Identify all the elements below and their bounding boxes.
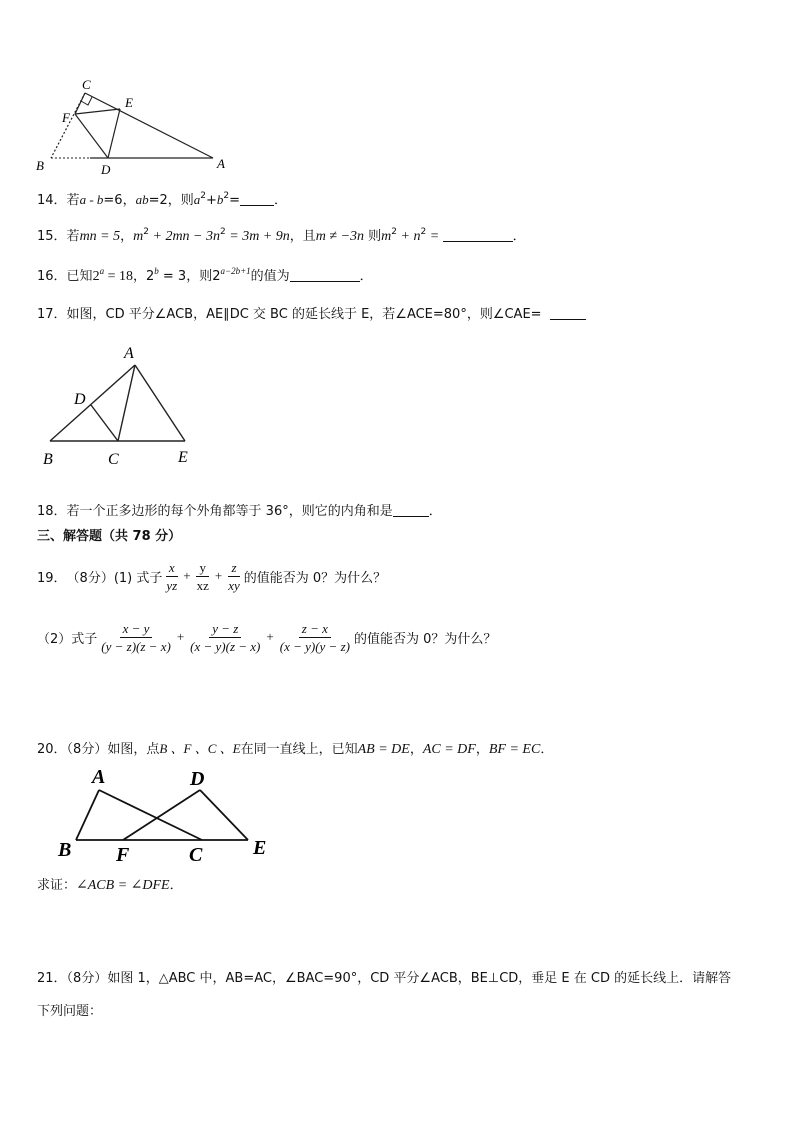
q16-end: ．	[359, 269, 373, 284]
question-21-line-1	[37, 967, 731, 986]
q19-f2-den: xz	[196, 577, 209, 593]
section-3-heading: 三、解答题（共 78 分）	[37, 529, 182, 544]
q21-number: 21．	[37, 971, 67, 986]
q20-label-f: F	[116, 844, 130, 866]
q20-prove-expr: ∠ACB = ∠DFE	[76, 878, 170, 893]
figure-q20	[50, 763, 280, 868]
q13-label-d: D	[101, 162, 111, 177]
q14-plus: +	[205, 193, 217, 208]
q13-line-cf	[75, 93, 85, 114]
q20-condition-3: BF = EC	[488, 742, 541, 757]
q19-g1-num: x − y	[120, 621, 153, 638]
q16-text2: ，	[132, 269, 146, 284]
q13-line-fe	[75, 109, 120, 114]
q16-text4: 的值为	[250, 269, 290, 284]
figure-q17	[40, 340, 210, 470]
q16-answer-blank[interactable]	[290, 269, 360, 282]
q20-prove-label: 求证：	[37, 878, 77, 893]
q17-label-a: A	[124, 345, 134, 362]
q19-plus-1: +	[183, 568, 191, 583]
q20-end: ．	[540, 742, 554, 757]
q19-plus-2: +	[214, 568, 223, 583]
q16-base1: 2	[92, 269, 100, 284]
q16-eq1: = 18	[104, 269, 133, 284]
q18-answer-blank[interactable]	[393, 504, 429, 517]
q13-line-ca	[85, 93, 213, 158]
q14-expr4: b	[216, 192, 224, 207]
q15-end: ．	[512, 229, 526, 244]
question-21-line-2: 下列问题：	[37, 1004, 103, 1019]
q16-exp1: a	[99, 266, 105, 276]
question-14	[37, 189, 287, 208]
q19-question-1: 的值能否为 0？为什么？	[243, 570, 387, 586]
q19-question-2: 的值能否为 0？为什么？	[353, 631, 497, 647]
q19-fraction-4	[98, 621, 174, 654]
q15-text1: 若	[66, 229, 80, 244]
q13-line-ed	[108, 109, 120, 158]
q20-line-ab	[76, 790, 99, 840]
q16-base2: 2	[145, 269, 155, 284]
q19-f2-num: y	[196, 560, 209, 577]
figure-q13	[30, 76, 250, 176]
q14-text3: =2，则	[148, 193, 194, 208]
q21-line1: 如图 1，△ABC 中，AB=AC，∠BAC=90°，CD 平分∠ACB，BE⊥CD，垂足 E 在 CD 的延长线上．请解答	[107, 971, 732, 986]
question-17	[37, 303, 586, 322]
q15-expr5: m ≠ −3n	[315, 229, 365, 244]
q14-text1: 若	[66, 193, 80, 208]
q20-points: B 、F 、C 、E	[159, 741, 241, 756]
q16-eq2: = 3	[158, 269, 187, 284]
question-16	[37, 265, 373, 285]
q20-label-d: D	[190, 768, 205, 790]
q15-power1: 2	[143, 227, 149, 237]
q20-line-de	[200, 790, 248, 840]
q17-answer-blank[interactable]	[550, 307, 586, 320]
q17-line-dc	[91, 405, 118, 441]
question-20	[37, 738, 553, 758]
q20-prove-end: ．	[169, 878, 183, 893]
q16-text1: 已知	[66, 269, 93, 284]
q19-fraction-6	[277, 621, 353, 654]
q20-text2: 在同一直线上，已知	[240, 742, 358, 757]
q15-expr1: mn = 5	[79, 229, 121, 244]
q19-g3-den: (x − y)(y − z)	[279, 638, 350, 654]
q14-power2: 2	[223, 191, 230, 201]
q13-label-c: C	[82, 77, 91, 92]
q15-expr2: m	[133, 229, 144, 244]
q18-end: ．	[428, 504, 442, 519]
q19-f1-den: yz	[166, 577, 178, 593]
q15-number: 15．	[37, 229, 67, 244]
q17-label-b: B	[43, 451, 53, 468]
q19-score: （8分）	[66, 570, 114, 586]
q15-expr7: + n	[397, 229, 421, 244]
q15-answer-blank[interactable]	[443, 229, 513, 242]
q20-text1: 如图，点	[107, 742, 160, 757]
q19-plus-4: +	[266, 629, 274, 644]
q20-label-a: A	[92, 766, 106, 788]
q19-f1-num: x	[166, 560, 178, 577]
q13-line-fd	[75, 114, 108, 158]
q14-text2: =6，	[103, 193, 136, 208]
q21-score: （8分）	[66, 971, 108, 986]
q18-number: 18．	[37, 504, 67, 519]
q19-g1-den: (y − z)(z − x)	[101, 638, 171, 654]
q15-power3: 2	[391, 227, 398, 237]
q19-fraction-1	[163, 560, 180, 593]
q15-text2: ，	[120, 229, 134, 244]
q19-number: 19．	[37, 570, 67, 586]
q20-label-b: B	[58, 839, 72, 861]
q20-condition-1: AB = DE	[357, 742, 410, 757]
q19-g2-num: y − z	[209, 621, 241, 638]
q17-line-ab	[50, 365, 135, 441]
q17-label-d: D	[74, 391, 86, 408]
q19-f3-den: xy	[228, 577, 240, 593]
question-15	[37, 225, 526, 245]
q13-label-b: B	[36, 158, 44, 173]
q19-fraction-5	[187, 621, 263, 654]
q20-label-c: C	[189, 844, 203, 866]
q14-expr2: ab	[135, 192, 149, 207]
q16-exp2: b	[154, 266, 159, 276]
q19-fraction-3	[225, 560, 243, 593]
q13-label-f: F	[62, 110, 70, 125]
q20-sep2: ，	[475, 742, 489, 757]
q15-text3: ，且	[289, 229, 316, 244]
q20-score: （8分）	[66, 742, 108, 757]
q15-power2: 2	[220, 227, 226, 237]
q16-text3: ，则	[186, 269, 213, 284]
q15-expr8: =	[426, 229, 443, 244]
q15-expr3: + 2mn − 3n	[149, 229, 221, 244]
q19-fraction-2	[194, 560, 212, 593]
q16-base3: 2	[212, 269, 221, 284]
q20-label-e: E	[253, 837, 267, 859]
q20-line-ac	[99, 790, 202, 840]
q19-g2-den: (x − y)(z − x)	[190, 638, 261, 654]
q14-number: 14．	[37, 193, 67, 208]
q15-expr4: = 3m + 9n	[225, 229, 290, 244]
q14-power1: 2	[200, 191, 206, 201]
question-19-part-1	[37, 556, 386, 596]
q20-sep1: ，	[409, 742, 423, 757]
q19-part1-label: (1) 式子	[113, 570, 163, 586]
q14-end: ．	[274, 193, 288, 208]
q17-line-ac	[118, 365, 135, 441]
q19-plus-3: +	[176, 629, 185, 644]
q20-number: 20．	[37, 742, 67, 757]
q14-text4: =	[229, 193, 241, 208]
q14-answer-blank[interactable]	[240, 193, 274, 206]
q20-condition-2: AC = DF	[422, 742, 476, 757]
q14-expr3: a	[193, 192, 201, 207]
q19-f3-num: z	[228, 560, 239, 577]
q16-number: 16．	[37, 269, 67, 284]
q14-expr1: a - b	[79, 192, 104, 207]
q13-label-e: E	[125, 95, 133, 110]
q17-line-ae	[135, 365, 185, 441]
q15-expr6: m	[381, 229, 392, 244]
q13-label-a: A	[217, 156, 225, 171]
q17-label-e: E	[178, 449, 188, 466]
question-20-prove	[37, 874, 183, 894]
q16-exp3: a−2b+1	[220, 266, 251, 276]
q19-part2-label: （2）式子	[37, 631, 98, 647]
q19-g3-num: z − x	[299, 621, 331, 638]
q15-power4: 2	[420, 227, 427, 237]
question-18	[37, 500, 442, 519]
q17-number: 17．	[37, 307, 67, 322]
question-19-part-2	[37, 617, 496, 657]
q18-text: 若一个正多边形的每个外角都等于 36°，则它的内角和是	[66, 504, 393, 519]
q17-label-c: C	[108, 451, 119, 468]
q17-text: 如图，CD 平分∠ACB，AE∥DC 交 BC 的延长线于 E，若∠ACE=80°，则∠CAE=	[66, 307, 542, 322]
q15-text4: 则	[364, 229, 382, 244]
